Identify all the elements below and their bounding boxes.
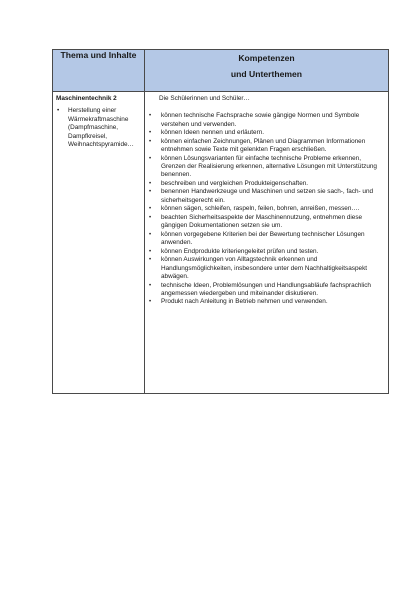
bullet-icon: • xyxy=(149,299,152,306)
topic-cell xyxy=(53,92,145,394)
competency-item xyxy=(149,155,384,180)
competency-cell xyxy=(145,92,389,394)
header-competencies-line1: Kompetenzen xyxy=(238,53,295,63)
competency-text: beschreiben und vergleichen Produkteigenschaften. xyxy=(161,179,309,187)
competency-table xyxy=(52,49,389,394)
competency-item xyxy=(149,248,384,256)
bullet-icon: • xyxy=(57,107,60,115)
bullet-icon: • xyxy=(149,231,152,238)
bullet-icon: • xyxy=(149,113,152,120)
competency-text: können einfachen Zeichnungen, Plänen und Diagrammen Informationen entnehmen sowie Texte mit gelenkten Fragen erschließen. xyxy=(161,137,366,154)
header-competencies-line2: und Unterthemen xyxy=(230,69,303,79)
bullet-icon: • xyxy=(149,206,152,213)
table-body-row xyxy=(53,92,389,394)
bullet-icon: • xyxy=(149,130,152,137)
bullet-icon: • xyxy=(149,189,152,196)
competency-text: Produkt nach Anleitung in Betrieb nehmen und verwenden. xyxy=(161,298,328,306)
competency-intro: Die Schülerinnen und Schüler… xyxy=(159,95,250,102)
competency-item xyxy=(149,205,384,213)
topic-list-item xyxy=(56,107,141,149)
competency-text: beachten Sicherheitsaspekte der Maschinennutzung, entnehmen diese gängigen Dokumentationen setzen sie um. xyxy=(161,213,363,230)
competency-item xyxy=(149,112,384,129)
competency-item xyxy=(149,231,384,248)
competency-item xyxy=(149,256,384,281)
bullet-icon: • xyxy=(149,282,152,289)
competency-text: können sägen, schleifen, raspeln, feilen, bohren, anreißen, messen…. xyxy=(161,205,360,213)
header-competencies-cell xyxy=(145,50,389,92)
bullet-icon: • xyxy=(149,248,152,255)
competency-text: können vorgegebene Kriterien bei der Bewertung technischer Lösungen anwenden. xyxy=(161,230,365,247)
bullet-icon: • xyxy=(149,138,152,145)
topic-item-text: Herstellung einer Wärmekraftmaschine (Dampfmaschine, Dampfkreisel, Weihnachtspyramide… xyxy=(68,107,134,149)
bullet-icon: • xyxy=(149,214,152,221)
header-competencies-label xyxy=(145,50,388,86)
table-header-row xyxy=(53,50,389,92)
bullet-icon: • xyxy=(149,180,152,187)
competency-item xyxy=(149,282,384,299)
competency-text: können Ideen nennen und erläutern. xyxy=(161,129,265,137)
topic-list xyxy=(56,107,141,149)
competency-text: technische Ideen, Problemlösungen und Handlungsabläufe fachsprachlich angemessen wiedergeben und miteinander diskutieren. xyxy=(161,281,371,297)
competency-item xyxy=(149,298,384,306)
competency-item xyxy=(149,214,384,231)
competency-item xyxy=(149,138,384,155)
header-topic-label: Thema und Inhalte xyxy=(60,50,137,60)
bullet-icon: • xyxy=(149,155,152,162)
bullet-icon: • xyxy=(149,257,152,264)
competency-text: können technische Fachsprache sowie gängige Normen und Symbole verstehen und verwenden. xyxy=(161,112,360,128)
competency-text: benennen Handwerkzeuge und Maschinen und setzen sie sach-, fach- und sicherheitsgerecht ein. xyxy=(161,188,374,204)
topic-title: Maschinentechnik 2 xyxy=(56,95,117,102)
competency-item xyxy=(149,180,384,188)
competency-text: können Endprodukte kriteriengeleitet prüfen und testen. xyxy=(161,247,319,255)
header-topic-cell xyxy=(53,50,145,92)
competency-item xyxy=(149,188,384,205)
competency-list xyxy=(149,112,384,306)
competency-text: können Auswirkungen von Alltagstechnik erkennen und Handlungsmöglichkeiten, insbesondere unter dem Nachhaltigkeitsaspekt abwägen. xyxy=(161,256,368,280)
competency-item xyxy=(149,129,384,137)
competency-text: können Lösungsvarianten für einfache technische Probleme erkennen, Grenzen der Realisierung erkennen, alternative Lösungen mit Unterstützung benennen. xyxy=(161,154,377,179)
